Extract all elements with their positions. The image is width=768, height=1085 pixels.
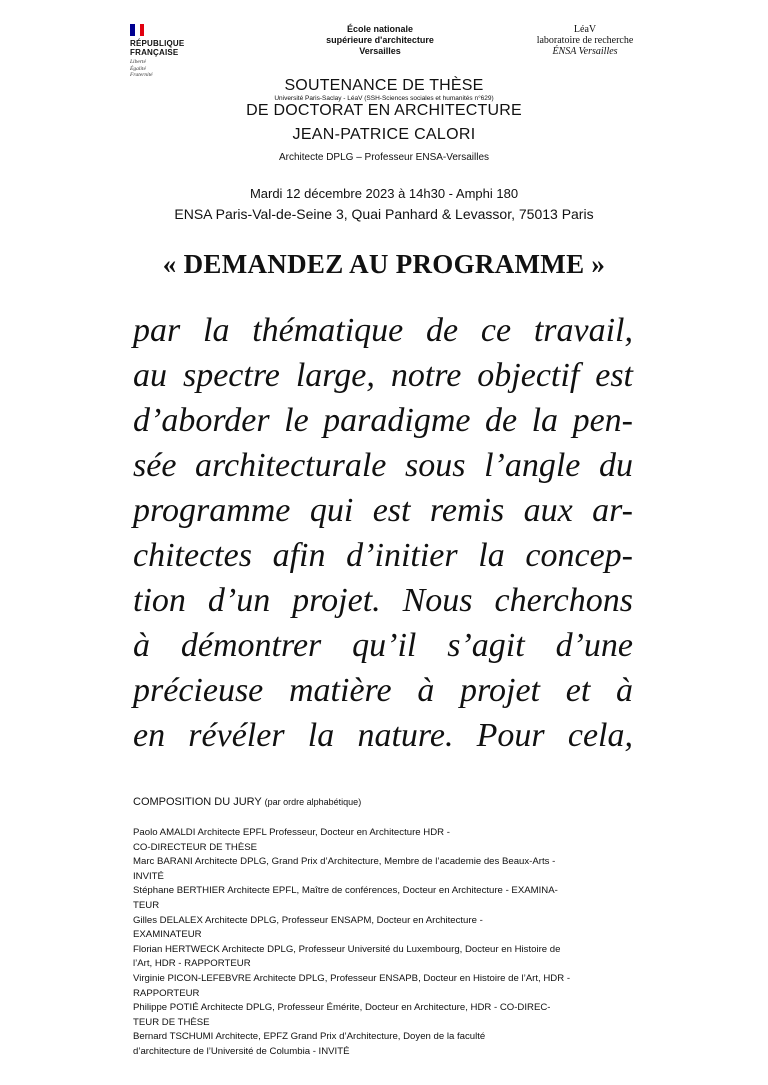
leav-line: laboratoire de recherche <box>536 35 634 46</box>
jury-line: Marc BARANI Architecte DPLG, Grand Prix d’Architecture, Membre de l’academie des Beaux-Arts - <box>133 856 556 868</box>
jury-line: EXAMINATEUR <box>133 929 202 941</box>
french-flag-icon <box>130 24 144 36</box>
motto-line: Liberté <box>130 59 146 65</box>
jury-line: l’Art, HDR - RAPPORTEUR <box>133 958 251 970</box>
abstract-line: en révéler la nature. Pour cela, <box>133 717 633 754</box>
ensa-versailles-logo <box>290 24 470 57</box>
jury-list <box>133 826 653 1060</box>
abstract-line: tion d’un projet. Nous cherchons <box>133 582 633 619</box>
degree-heading: DE DOCTORAT EN ARCHITECTURE <box>246 102 522 119</box>
jury-line: Bernard TSCHUMI Architecte, EPFZ Grand Prix d’Architecture, Doyen de la faculté <box>133 1031 486 1043</box>
abstract-line: chitectes afin d’initier la concep- <box>133 537 633 574</box>
jury-line: TEUR <box>133 899 160 911</box>
thesis-title: « DEMANDEZ AU PROGRAMME » <box>162 249 606 279</box>
abstract-line: sée architecturale sous l’angle du <box>133 447 633 484</box>
ensa-line: supérieure d'architecture <box>326 35 434 45</box>
abstract-line: programme qui est remis aux ar- <box>133 492 633 529</box>
jury-line: Paolo AMALDI Architecte EPFL Professeur, Docteur en Architecture HDR - <box>133 827 450 838</box>
event-date: Mardi 12 décembre 2023 à 14h30 - Amphi 180 <box>249 186 519 201</box>
jury-line: INVITÉ <box>133 870 164 882</box>
republique-motto <box>130 59 210 79</box>
jury-subtitle: (par ordre alphabétique) <box>264 797 362 807</box>
jury-line: Florian HERTWECK Architecte DPLG, Professeur Université du Luxembourg, Docteur en Histoire de <box>133 943 561 955</box>
republique-name-line: RÉPUBLIQUE <box>130 39 185 48</box>
republique-name <box>130 39 210 57</box>
leav-line: ÉNSA Versailles <box>552 46 618 57</box>
candidate-role: Architecte DPLG – Professeur ENSA-Versailles <box>278 152 490 163</box>
motto-line: Fraternité <box>130 72 153 78</box>
event-location: ENSA Paris-Val-de-Seine 3, Quai Panhard & Levassor, 75013 Paris <box>174 206 594 222</box>
leav-line: LéaV <box>573 24 597 35</box>
jury-line: Stéphane BERTHIER Architecte EPFL, Maître de conférences, Docteur en Architecture - EXAMINA- <box>133 885 558 897</box>
ensa-line: Versailles <box>359 46 401 56</box>
event-heading: SOUTENANCE DE THÈSE <box>284 77 484 94</box>
leav-logo <box>510 24 660 57</box>
jury-title: COMPOSITION DU JURY <box>133 796 262 808</box>
republique-francaise-logo <box>130 24 210 79</box>
jury-line: CO-DIRECTEUR DE THÈSE <box>133 841 258 853</box>
abstract-line: au spectre large, notre objectif est <box>133 357 633 394</box>
candidate-name: JEAN-PATRICE CALORI <box>292 126 476 143</box>
university-affiliation: Université Paris-Saclay - LéaV (SSH-Sciences sociales et humanités n°629) <box>274 95 494 102</box>
jury-heading <box>133 796 361 809</box>
abstract-line: d’aborder le paradigme de la pen- <box>133 402 633 439</box>
ensa-line: École nationale <box>346 24 414 34</box>
abstract-line: précieuse matière à projet et à <box>133 672 633 709</box>
jury-line: RAPPORTEUR <box>133 987 200 999</box>
jury-line: Virginie PICON-LEFEBVRE Architecte DPLG, Professeur ENSAPB, Docteur en Histoire de l’Art, HDR - <box>133 972 571 984</box>
jury-line: d’architecture de l’Université de Columbia - INVITÉ <box>133 1045 350 1057</box>
thesis-abstract <box>133 308 633 758</box>
motto-line: Égalité <box>130 65 146 72</box>
abstract-line: à démontrer qu’il s’agit d’une <box>133 627 633 664</box>
jury-line: Philippe POTIÉ Architecte DPLG, Professeur Émérite, Docteur en Architecture, HDR - CO-DIREC- <box>133 1002 551 1014</box>
jury-line: TEUR DE THÈSE <box>133 1016 210 1028</box>
jury-line: Gilles DELALEX Architecte DPLG, Professeur ENSAPM, Docteur en Architecture - <box>133 914 483 926</box>
abstract-line: par la thématique de ce travail, <box>133 312 633 349</box>
republique-name-line: FRANÇAISE <box>130 48 179 57</box>
